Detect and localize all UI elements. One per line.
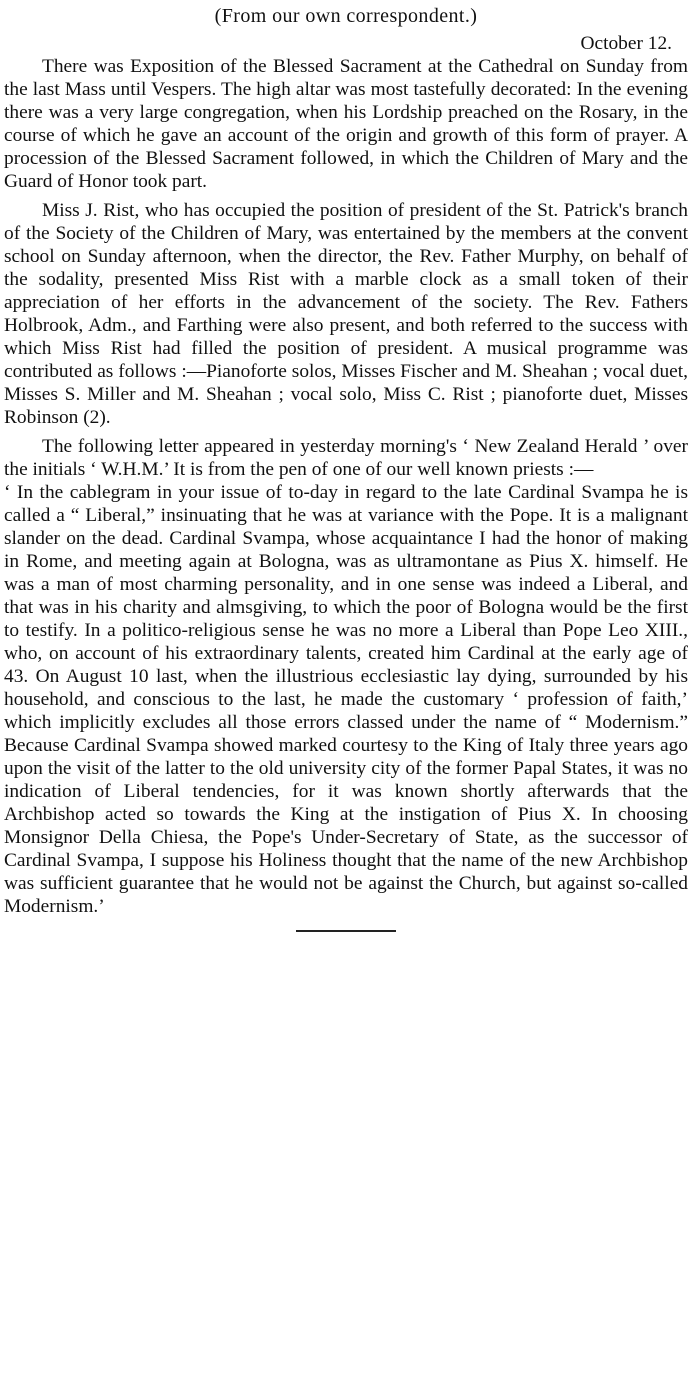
paragraph-miss-rist: Miss J. Rist, who has occupied the position of president of the St. Patrick's branch of the Society of the Children of Mary, was entertained by the members at the convent school on Sunday afternoon, when the director, the Rev. Father Murphy, on behalf of the sodality, presented Miss Rist with a marble clock as a small token of their appreciation of her efforts in the advancement of the society. The Rev. Fathers Holbrook, Adm., and Farthing were also present, and both referred to the success with which Miss Rist had filled the position of president. A musical programme was contributed as follows :—Pianoforte solos, Misses Fischer and M. Sheahan ; vocal duet, Misses S. Miller and M. Sheahan ; vocal solo, Miss C. Rist ; pianoforte duet, Misses Robinson (2). [4,200,688,428]
letter-quote: ‘ In the cablegram in your issue of to-day in regard to the late Cardinal Svampa he is called a “ Liberal,” insinuating that he was at variance with the Pope. It is a malignant slander on the dead. Cardinal Svampa, whose acquaintance I had the honor of making in Rome, and meeting again at Bologna, was as ultramontane as Pius X. himself. He was a man of most charming personality, and in one sense was indeed a Liberal, and that was in his charity and almsgiving, to which the poor of Bologna would be the first to testify. In a politico-religious sense he was no more a Liberal than Pope Leo XIII., who, on account of his extraordinary talents, created him Cardinal at the early age of 43. On August 10 last, when the illustrious ecclesiastic lay dying, surrounded by his household, and conscious to the last, he made the customary ‘ profession of faith,’ which implicitly excludes all those errors classed under the name of “ Modernism.” Because Cardinal Svampa showed marked courtesy to the King of Italy three years ago upon the visit of the latter to the old university city of the former Papal States, it was no indication of Liberal tendencies, for it was known shortly afterwards that the Archbishop acted so towards the King at the instigation of Pius X. In choosing Monsignor Della Chiesa, the Pope's Under-Secretary of State, as the successor of Cardinal Svampa, I suppose his Holiness thought that the name of the new Archbishop was sufficient guarantee that he would not be against the Church, but against so-called Modernism.’ [4,482,688,917]
newspaper-article [4,4,688,932]
closing-rule [296,930,396,932]
article-date: October 12. [580,33,672,54]
paragraph-exposition: There was Exposition of the Blessed Sacrament at the Cathedral on Sunday from the last Mass until Vespers. The high altar was most tastefully decorated: In the evening there was a very large congregation, when his Lordship preached on the Rosary, in the course of which he gave an account of the origin and growth of this form of prayer. A procession of the Blessed Sacrament followed, in which the Children of Mary and the Guard of Honor took part. [4,56,688,192]
paragraph-letter-intro: The following letter appeared in yesterday morning's ‘ New Zealand Herald ’ over the initials ‘ W.H.M.’ It is from the pen of one of our well known priests :— [4,436,688,480]
correspondent-byline: (From our own correspondent.) [214,5,478,27]
